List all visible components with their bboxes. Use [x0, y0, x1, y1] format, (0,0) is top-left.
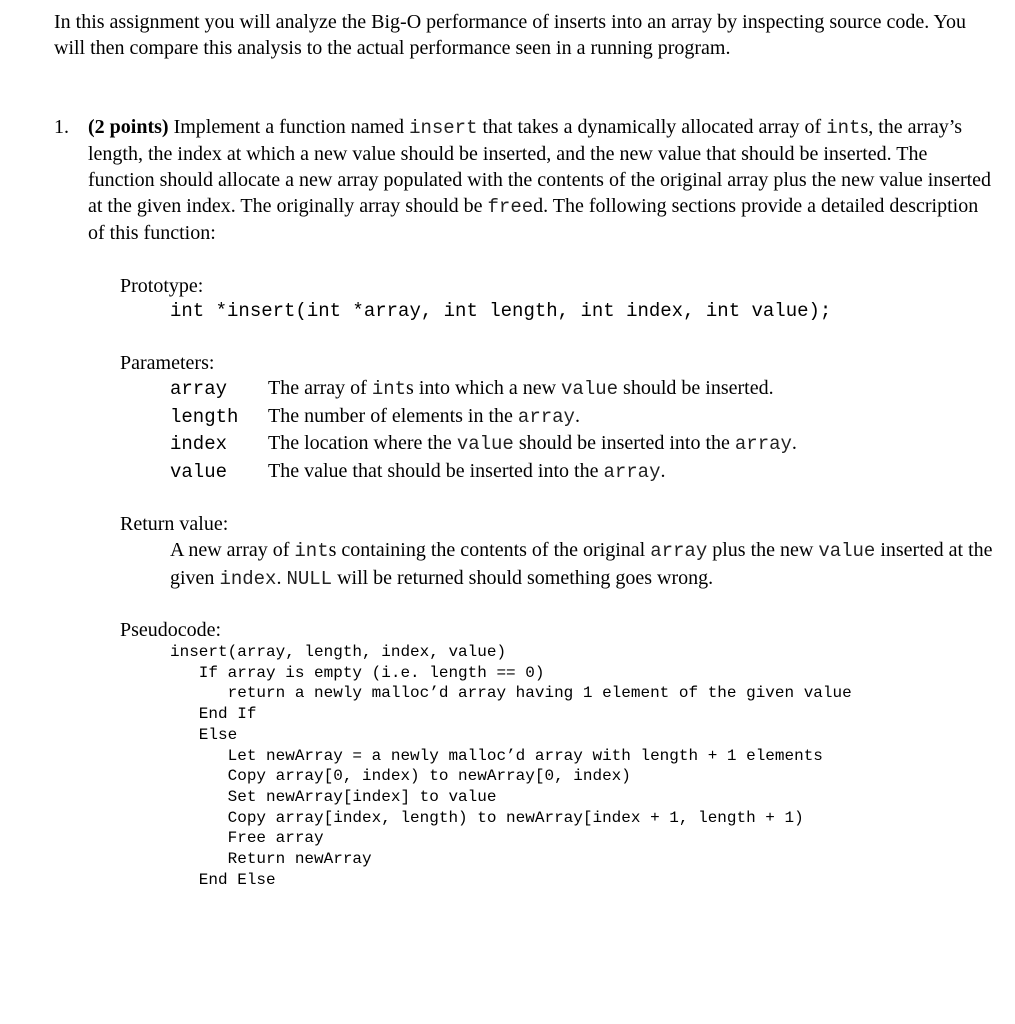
parameter-desc: should be inserted into the	[513, 432, 735, 454]
question-text-1: Implement a function named	[173, 116, 405, 138]
pseudocode-line: insert(array, length, index, value)	[170, 643, 507, 661]
parameter-desc: .	[791, 432, 797, 454]
parameter-row-index	[170, 430, 797, 458]
question-text-2: that takes a dynamically allocated array of	[482, 116, 822, 138]
pseudocode-line: Copy array[index, length) to newArray[index + 1, length + 1)	[170, 808, 804, 827]
question-number: 1.	[54, 116, 69, 138]
question-1	[54, 114, 999, 246]
parameter-code: int	[371, 378, 407, 400]
parameters-list	[170, 375, 797, 485]
parameter-name: index	[170, 433, 228, 455]
return-value-label: Return value:	[120, 513, 229, 535]
code-index: index	[219, 568, 277, 590]
parameter-desc: The value that should be inserted into the	[268, 459, 604, 482]
pseudocode-line: If array is empty (i.e. length == 0)	[170, 663, 545, 682]
parameter-desc: The location where the	[268, 432, 457, 454]
parameter-desc: The number of elements in the	[268, 404, 518, 427]
parameter-desc: should be inserted.	[618, 377, 774, 399]
question-text-3: s, the array’s length, the index at which a new value should be inserted, and the new value that should be inserted. The function should allocate a new array populated with the contents of the original array plus the new value inserted at the given index. The originally array should be	[88, 116, 992, 217]
parameter-code: array	[603, 460, 661, 483]
code-value: value	[818, 540, 876, 562]
pseudocode-block	[170, 642, 852, 890]
question-text-4: d. The following sections provide a detailed description of this function:	[88, 195, 979, 244]
parameter-code: value	[561, 378, 619, 400]
parameter-row-value	[170, 458, 797, 486]
code-int: int	[826, 117, 861, 139]
pseudocode-line: End Else	[170, 870, 276, 889]
code-array: array	[650, 540, 708, 562]
code-int: int	[294, 540, 329, 562]
parameter-desc: .	[660, 459, 666, 482]
pseudocode-line: End If	[170, 705, 257, 724]
parameter-code: array	[517, 405, 575, 428]
pseudocode-line: Else	[170, 725, 238, 744]
code-insert: insert	[409, 117, 478, 139]
parameter-desc: .	[574, 404, 580, 427]
parameter-row-length	[170, 403, 797, 431]
prototype-label: Prototype:	[120, 275, 204, 297]
parameter-row-array	[170, 375, 797, 403]
code-free: free	[487, 196, 534, 218]
parameter-name: length	[170, 405, 239, 428]
pseudocode-line: return a newly malloc’d array having 1 element of the given value	[170, 684, 852, 703]
pseudocode-line: Return newArray	[170, 850, 372, 869]
code-null: NULL	[286, 568, 333, 590]
parameter-name: value	[170, 460, 228, 483]
parameter-desc: s into which a new	[406, 377, 562, 399]
pseudocode-label: Pseudocode:	[120, 619, 222, 641]
parameter-code: array	[734, 433, 792, 455]
pseudocode-line: Free array	[170, 829, 324, 848]
pseudocode-line: Copy array[0, index) to newArray[0, index)	[170, 767, 631, 786]
pseudocode-line: Let newArray = a newly malloc’d array with length + 1 elements	[170, 746, 823, 765]
question-body	[88, 114, 999, 246]
parameter-name: array	[170, 378, 228, 400]
parameters-label: Parameters:	[120, 352, 215, 374]
prototype-code: int *insert(int *array, int length, int index, int value);	[170, 300, 832, 322]
points-label: (2 points)	[88, 116, 169, 138]
parameter-desc: The array of	[268, 377, 372, 399]
parameter-code: value	[456, 433, 514, 455]
return-value-text: A new array of ints containing the contents of the original array plus the new value inserted at the given index. NULL will be returned should something goes wrong.	[170, 539, 993, 590]
intro-paragraph: In this assignment you will analyze the Big-O performance of inserts into an array by inspecting source code. You will then compare this analysis to the actual performance seen in a running program.	[54, 11, 967, 59]
pseudocode-line: Set newArray[index] to value	[170, 787, 497, 806]
